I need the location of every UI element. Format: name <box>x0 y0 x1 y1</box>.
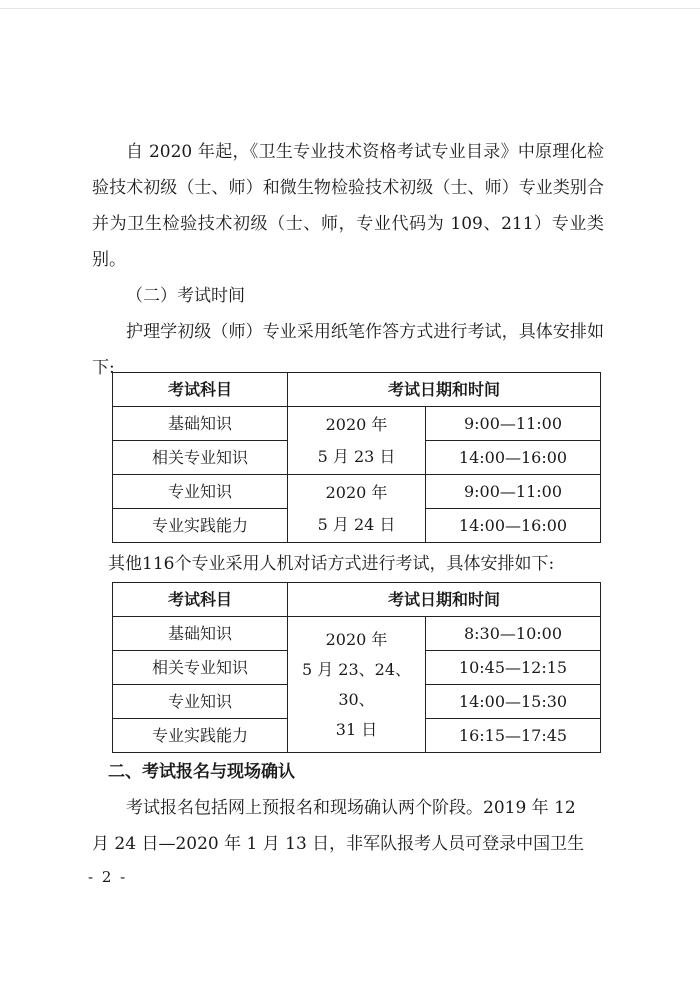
table-header-row <box>113 583 601 617</box>
nursing-exam-schedule-table <box>112 372 601 543</box>
header-subject: 考试科目 <box>113 583 288 617</box>
date-year: 2020 年 <box>325 482 388 502</box>
table-row <box>113 475 601 509</box>
subject-cell: 专业知识 <box>113 475 288 509</box>
time-cell: 14:00—16:00 <box>426 509 601 543</box>
date-days-end: 31 日 <box>335 719 378 739</box>
paragraph-computer-exam: 其他116个专业采用人机对话方式进行考试，具体安排如下: <box>108 554 555 574</box>
time-cell: 14:00—16:00 <box>426 441 601 475</box>
paragraph-registration-line1: 考试报名包括网上预报名和现场确认两个阶段。2019 年 12 <box>126 798 576 818</box>
header-datetime: 考试日期和时间 <box>288 583 601 617</box>
date-days: 5 月 23、24、30、 <box>301 659 412 709</box>
top-edge-line <box>0 8 700 9</box>
subject-cell: 相关专业知识 <box>113 651 288 685</box>
paragraph-directory-merge: 自 2020 年起，《卫生专业技术资格考试专业目录》中原理化检验技术初级（士、师）和微生物检验技术初级（士、师）专业类别合并为卫生检验技术初级（士、师，专业代码为 109、211）专业类别。 <box>92 142 604 270</box>
computer-exam-schedule-table <box>112 582 601 753</box>
paragraph-nursing-paper-exam: 护理学初级（师）专业采用纸笔作答方式进行考试，具体安排如下: <box>92 322 604 378</box>
time-cell: 9:00—11:00 <box>426 475 601 509</box>
header-subject: 考试科目 <box>113 373 288 407</box>
time-cell: 10:45—12:15 <box>426 651 601 685</box>
subject-cell: 专业实践能力 <box>113 509 288 543</box>
date-cell <box>288 617 426 753</box>
subject-cell: 专业知识 <box>113 685 288 719</box>
date-year: 2020 年 <box>325 414 388 434</box>
date-day: 5 月 24 日 <box>317 514 396 534</box>
table-row <box>113 617 601 651</box>
section-heading-registration: 二、考试报名与现场确认 <box>108 762 295 782</box>
time-cell: 8:30—10:00 <box>426 617 601 651</box>
subject-cell: 基础知识 <box>113 407 288 441</box>
table-row <box>113 407 601 441</box>
time-cell: 16:15—17:45 <box>426 719 601 753</box>
table-header-row <box>113 373 601 407</box>
header-datetime: 考试日期和时间 <box>288 373 601 407</box>
page-number: - 2 - <box>88 868 128 886</box>
time-cell: 9:00—11:00 <box>426 407 601 441</box>
date-cell <box>288 475 426 543</box>
subject-cell: 相关专业知识 <box>113 441 288 475</box>
subject-cell: 专业实践能力 <box>113 719 288 753</box>
date-day: 5 月 23 日 <box>317 446 396 466</box>
date-year: 2020 年 <box>325 629 388 649</box>
section-heading-exam-time: （二）考试时间 <box>126 286 245 306</box>
date-cell <box>288 407 426 475</box>
paragraph-registration-line2: 月 24 日—2020 年 1 月 13 日，非军队报考人员可登录中国卫生 <box>92 834 585 854</box>
subject-cell: 基础知识 <box>113 617 288 651</box>
time-cell: 14:00—15:30 <box>426 685 601 719</box>
